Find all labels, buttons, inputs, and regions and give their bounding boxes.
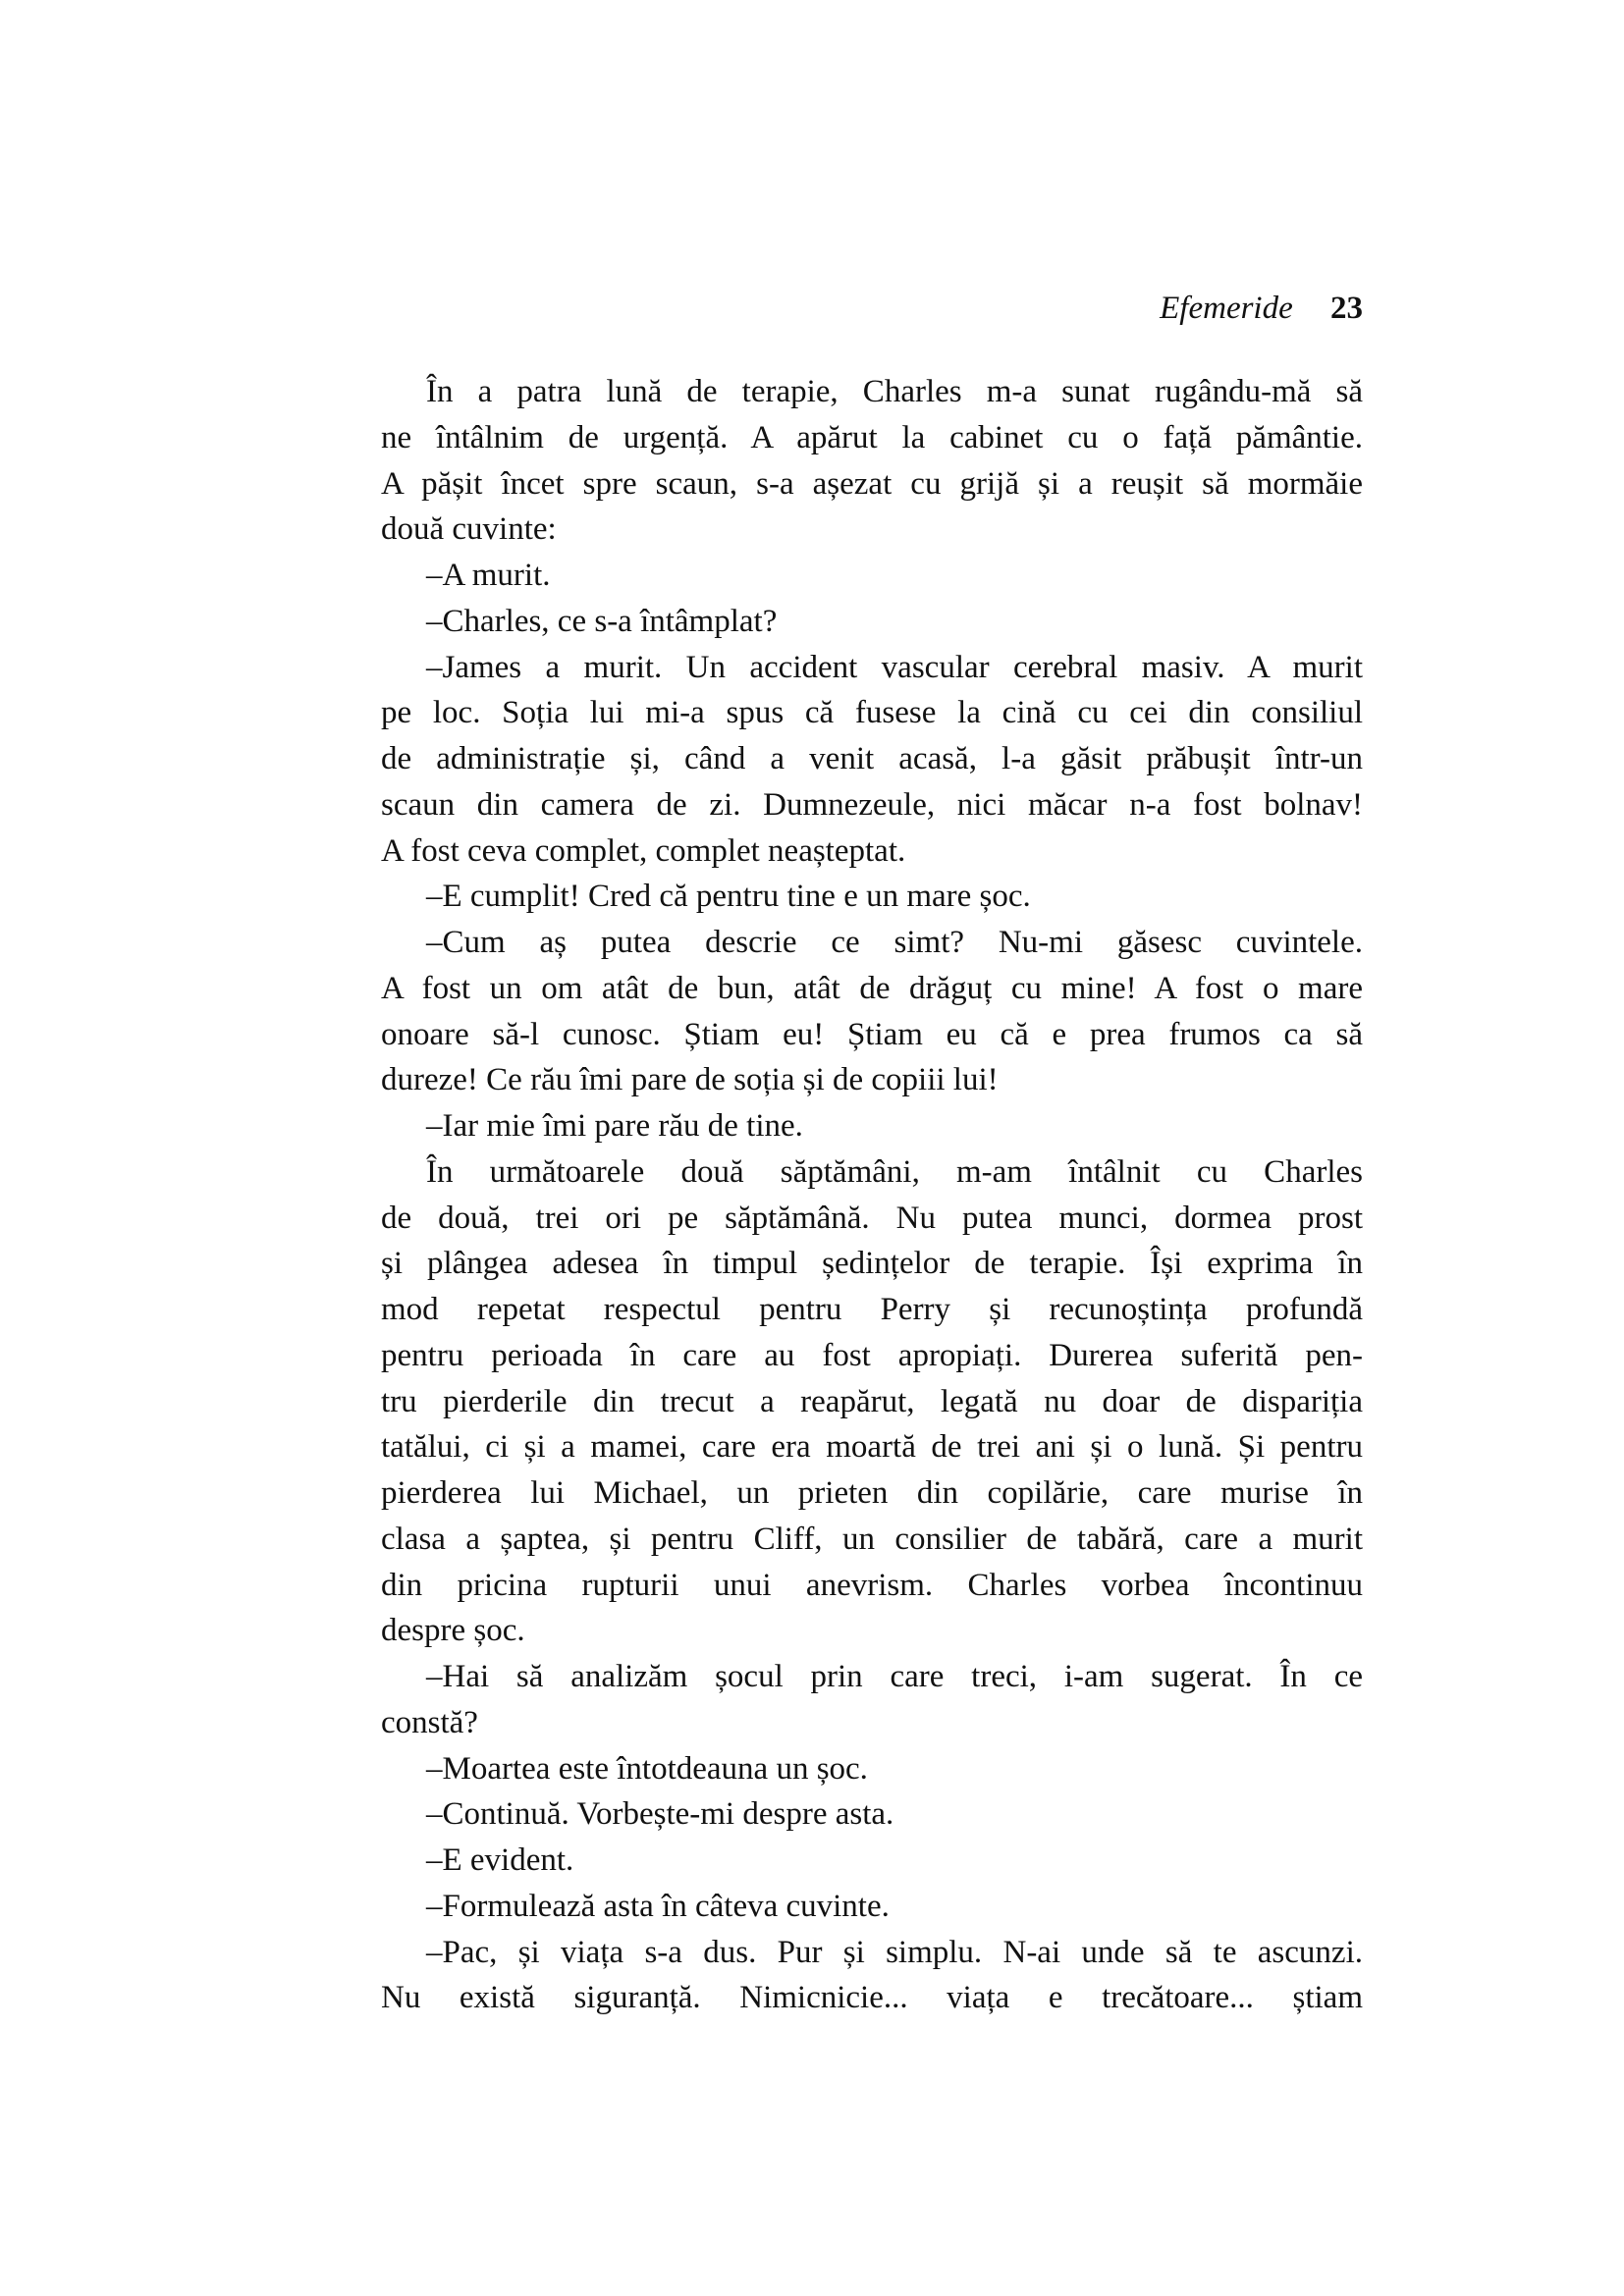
book-title: Efemeride [1160, 291, 1293, 326]
text-line: și plângea adesea în timpul ședințelor de terapie. Își exprima în [381, 1246, 1363, 1282]
text-line: clasa a șaptea, și pentru Cliff, un consilier de tabără, care a murit [381, 1521, 1363, 1557]
text-line: –E cumplit! Cred că pentru tine e un mare șoc. [426, 879, 1031, 915]
text-line: A pășit încet spre scaun, s-a așezat cu grijă și a reușit să mormăie [381, 465, 1363, 502]
text-line: mod repetat respectul pentru Perry și recunoștința profundă [381, 1292, 1363, 1327]
text-line: pierderea lui Michael, un prieten din copilărie, care murise în [381, 1475, 1363, 1511]
text-line: despre șoc. [381, 1613, 525, 1649]
running-header [1160, 291, 1363, 327]
text-line: două cuvinte: [381, 511, 557, 548]
text-line: –A murit. [426, 558, 551, 593]
text-line: din pricina rupturii unui anevrism. Charles vorbea încontinuu [381, 1567, 1363, 1603]
text-line: tru pierderile din trecut a reapărut, legată nu doar de dispariția [381, 1383, 1363, 1419]
page-number: 23 [1330, 291, 1363, 326]
text-line: –Cum aș putea descrie ce simt? Nu-mi găsesc cuvintele. [426, 925, 1363, 960]
text-line: –Pac, și viața s-a dus. Pur și simplu. N-ai unde să te ascunzi. [426, 1934, 1363, 1970]
text-line: A fost un om atât de bun, atât de drăguț cu mine! A fost o mare [381, 970, 1363, 1006]
text-line: onoare să-l cunosc. Știam eu! Știam eu că e prea frumos ca să [381, 1016, 1363, 1052]
text-line: –Moartea este întotdeauna un șoc. [426, 1750, 868, 1787]
text-line: Nu există siguranță. Nimicnicie... viața e trecătoare... știam [381, 1980, 1363, 2016]
text-line: –Iar mie îmi pare rău de tine. [426, 1108, 803, 1144]
text-line: pentru perioada în care au fost apropiați. Durerea suferită pen- [381, 1337, 1363, 1373]
text-line: –Hai să analizăm șocul prin care treci, i-am sugerat. În ce [426, 1659, 1363, 1694]
text-line: –James a murit. Un accident vascular cerebral masiv. A murit [426, 649, 1363, 685]
text-line: ne întâlnim de urgență. A apărut la cabinet cu o față pământie. [381, 419, 1363, 455]
text-line: constă? [381, 1704, 478, 1740]
text-line: –Continuă. Vorbește-mi despre asta. [426, 1796, 894, 1833]
text-line: În a patra lună de terapie, Charles m-a sunat rugându-mă să [426, 374, 1363, 409]
text-line: pe loc. Soția lui mi-a spus că fusese la cină cu cei din consiliul [381, 695, 1363, 731]
text-line: scaun din camera de zi. Dumnezeule, nici măcar n-a fost bolnav! [381, 786, 1363, 823]
text-line: În următoarele două săptămâni, m-am întâlnit cu Charles [426, 1153, 1363, 1190]
body-text [381, 369, 1363, 2021]
text-line: A fost ceva complet, complet neașteptat. [381, 832, 906, 869]
text-line: –Charles, ce s-a întâmplat? [426, 603, 778, 639]
text-line: –Formulează asta în câteva cuvinte. [426, 1888, 890, 1924]
text-line: de administrație și, când a venit acasă, l-a găsit prăbușit într-un [381, 741, 1363, 776]
text-line: de două, trei ori pe săptămână. Nu putea munci, dormea prost [381, 1200, 1363, 1236]
text-line: tatălui, ci și a mamei, care era moartă de trei ani și o lună. Și pentru [381, 1429, 1363, 1466]
text-line: dureze! Ce rău îmi pare de soția și de copiii lui! [381, 1062, 999, 1098]
text-line: –E evident. [426, 1842, 574, 1878]
